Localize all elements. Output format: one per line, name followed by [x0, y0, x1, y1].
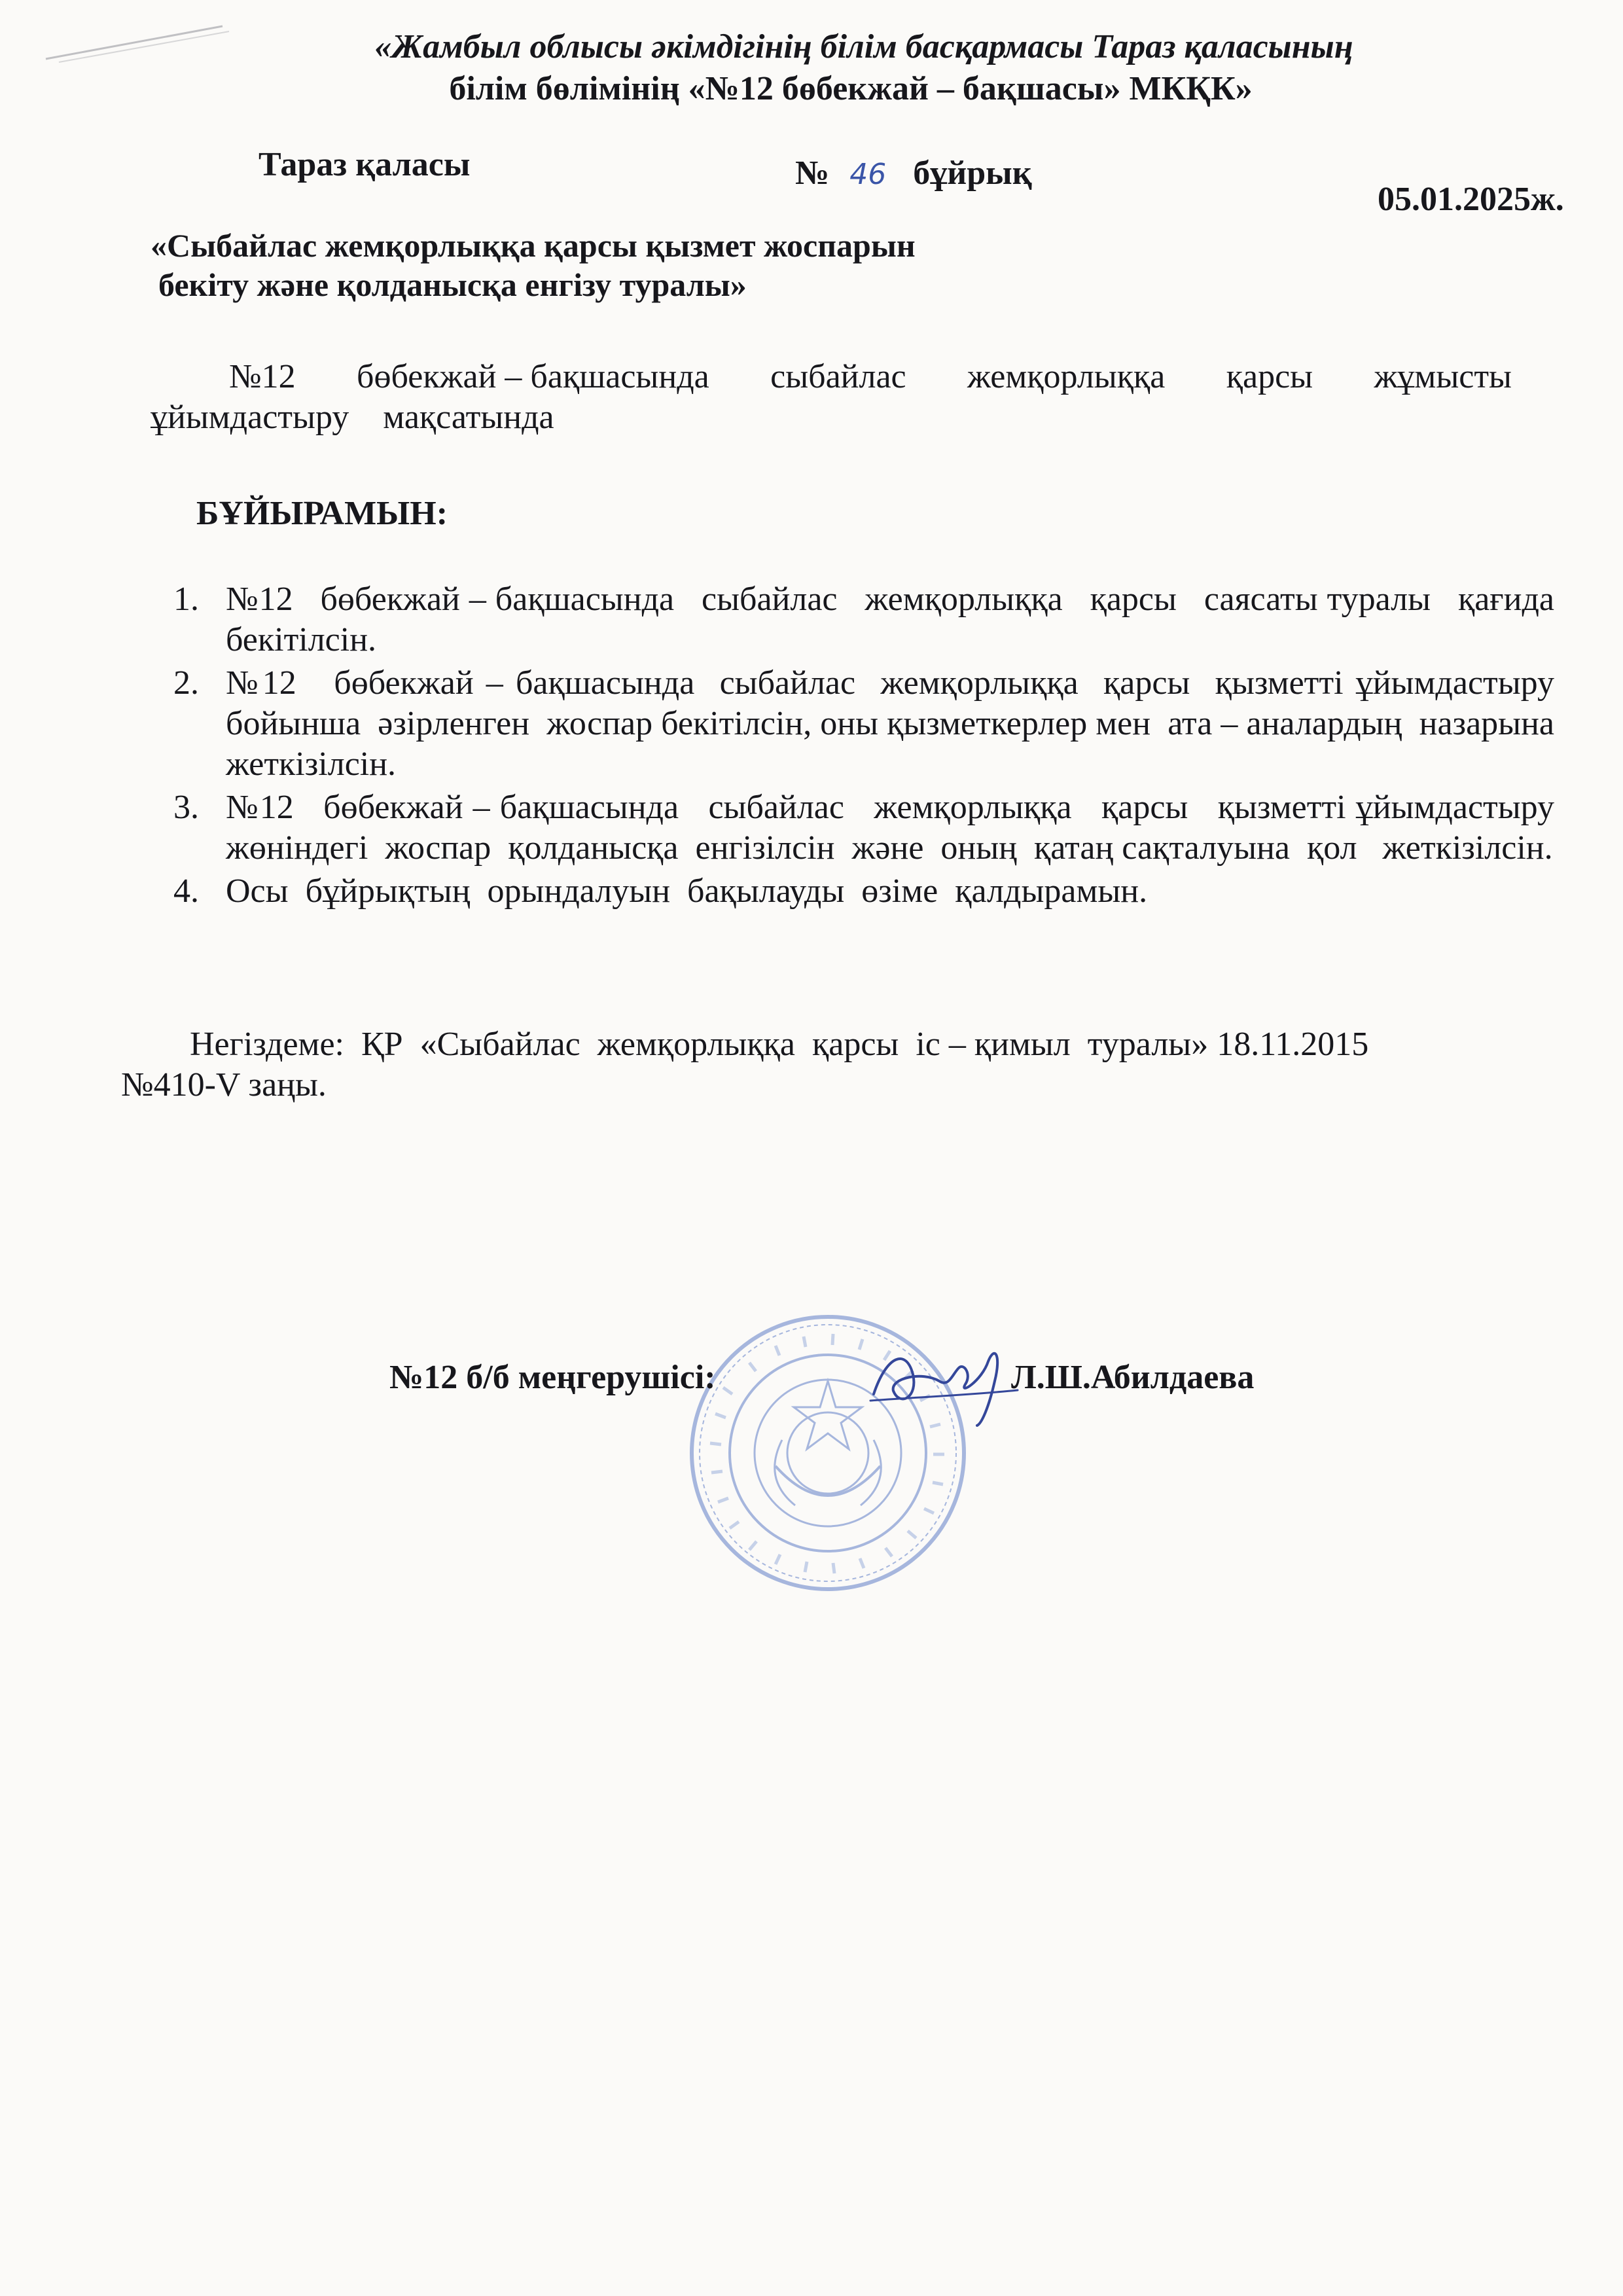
title-line1: «Сыбайлас жемқорлыққа қарсы қызмет жоспарын — [151, 227, 916, 264]
intro-line2: ұйымдастыру мақсатында — [151, 399, 554, 436]
list-item: 3. №12 бөбекжай – бақшасында сыбайлас жемқорлыққа қарсы қызметті ұйымдастыру жөніндегі жоспар қолданысқа енгізілсін және оның қатаң сақталуына қол жеткізілсін. — [173, 789, 1571, 867]
org-header-line2: білім бөлімінің «№12 бөбекжай – бақшасы» МКҚК» — [449, 70, 1253, 107]
number-prefix: № — [795, 154, 830, 192]
command-heading: БҰЙЫРАМЫН: — [196, 495, 448, 532]
signatory-name: Л.Ш.Абилдаева — [1011, 1359, 1255, 1396]
city-label: Тараз қаласы — [259, 146, 471, 183]
signatory-position: №12 б/б меңгерушісі: — [389, 1359, 716, 1396]
order-title — [151, 226, 916, 304]
basis-line1: Негіздеме: ҚР «Сыбайлас жемқорлыққа қарсы іс – қимыл туралы» 18.11.2015 — [190, 1026, 1369, 1063]
order-items-list — [173, 579, 1580, 914]
order-date: 05.01.2025ж. — [1378, 181, 1564, 218]
order-number — [795, 154, 1032, 192]
title-line2: бекіту және қолданысқа енгізу туралы» — [158, 266, 747, 303]
handwritten-signature-icon — [861, 1335, 1024, 1427]
list-item: 4. Осы бұйрықтың орындалуын бақылауды өзіме қалдырамын. — [173, 872, 1148, 910]
intro-paragraph — [151, 357, 1512, 438]
basis-line2: №410-V заңы. — [121, 1066, 327, 1103]
list-item: 2. №12 бөбекжай – бақшасында сыбайлас жемқорлыққа қарсы қызметті ұйымдастыру бойынша әзірленген жоспар бекітілсін, оны қызметкерлер мен ата – аналардың назарына жеткізілсін. — [173, 664, 1571, 783]
handwritten-number: 46 — [849, 158, 887, 191]
org-header-line1: «Жамбыл облысы әкімдігінің білім басқармасы Тараз қаласының — [374, 28, 1353, 65]
doc-type-label: бұйрық — [913, 154, 1032, 192]
basis-paragraph — [121, 1024, 1558, 1105]
intro-line1: №12 бөбекжай – бақшасында сыбайлас жемқорлыққа қарсы жұмысты — [229, 358, 1512, 395]
list-item: 1. №12 бөбекжай – бақшасында сыбайлас жемқорлыққа қарсы саясаты туралы қағида бекітілсін. — [173, 581, 1580, 658]
